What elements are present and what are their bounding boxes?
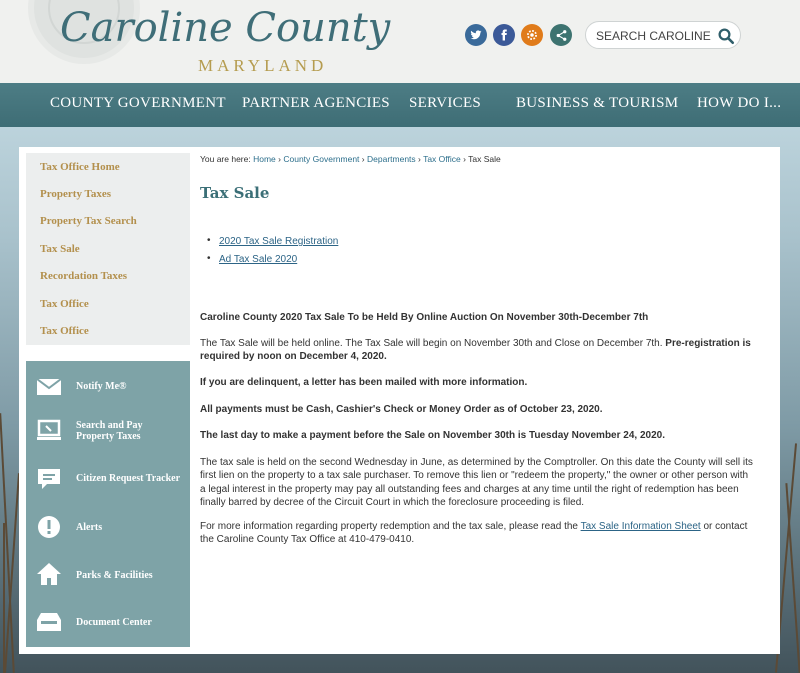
quick-link-label: Notify Me®	[76, 381, 127, 392]
alert-icon	[36, 515, 62, 539]
ad-tax-sale-link[interactable]: Ad Tax Sale 2020	[219, 254, 298, 265]
sidebar-item-tax-office[interactable]: Tax Office	[40, 298, 89, 310]
nav-business-tourism[interactable]: BUSINESS & TOURISM	[516, 95, 679, 111]
breadcrumb-departments[interactable]: Departments	[367, 154, 416, 164]
paragraph-bold-text: Pre-registration is required by noon on December 4, 2020.	[200, 338, 751, 363]
quick-link-label-line2: Property Taxes	[76, 431, 141, 442]
quick-link-label: Alerts	[76, 522, 103, 533]
site-logo[interactable]	[60, 4, 391, 75]
sidebar-menu	[26, 153, 190, 345]
tax-sale-registration-link[interactable]: 2020 Tax Sale Registration	[219, 236, 339, 247]
share-icon[interactable]	[550, 24, 572, 46]
quick-links-panel	[26, 361, 190, 647]
sidebar-item-recordation-taxes[interactable]: Recordation Taxes	[40, 270, 128, 282]
paragraph-online-sale	[200, 337, 756, 364]
tax-sale-information-sheet-link[interactable]: Tax Sale Information Sheet	[580, 521, 701, 532]
paragraph-tax-sale-info: The tax sale is held on the second Wednesday in June, as determined by the Comptroller. On this date the County will sell its first lien on the property to a tax sale purchaser. To remove this lien or "redeem the property," the owner or other person with a legal interest in the property may pay all outstanding fees and charges at any time until the right of redemption has been finally barred by decree of the Circuit Court in which the foreclosure proceeding is filed.	[200, 457, 753, 508]
search-icon[interactable]	[717, 27, 735, 45]
twitter-icon[interactable]	[465, 24, 487, 46]
site-search	[585, 21, 741, 49]
sidebar-item-tax-office-2[interactable]: Tax Office	[40, 325, 89, 337]
nav-services[interactable]: SERVICES	[409, 95, 482, 111]
logo-title: Caroline County	[60, 5, 391, 51]
breadcrumb-current: Tax Sale	[468, 154, 501, 164]
quick-link-label: Citizen Request Tracker	[76, 473, 181, 484]
paragraph-text: or contact the Caroline County Tax Office at 410-479-0410.	[200, 521, 748, 546]
quick-link-label: Parks & Facilities	[76, 570, 153, 581]
announcement-heading: Caroline County 2020 Tax Sale To be Held By Online Auction On November 30th-December 7th	[200, 312, 649, 323]
nav-how-do-i[interactable]: HOW DO I...	[697, 95, 782, 111]
settings-gear-icon[interactable]	[521, 24, 543, 46]
breadcrumb-prefix: You are here:	[200, 154, 251, 164]
breadcrumb-county-government[interactable]: County Government	[283, 154, 360, 164]
sidebar-item-tax-sale[interactable]: Tax Sale	[40, 243, 80, 255]
bullet: •	[207, 253, 211, 264]
sidebar-item-property-tax-search[interactable]: Property Tax Search	[40, 215, 137, 227]
breadcrumb-tax-office[interactable]: Tax Office	[423, 154, 461, 164]
paragraph-last-day: The last day to make a payment before the Sale on November 30th is Tuesday November 24, 2020.	[200, 430, 665, 441]
main-navigation	[0, 83, 800, 127]
paragraph-delinquent: If you are delinquent, a letter has been mailed with more information.	[200, 377, 528, 388]
paragraph-text: The Tax Sale will be held online. The Tax Sale will begin on November 30th and Close on December 7th.	[200, 338, 666, 349]
logo-subtitle: MARYLAND	[198, 56, 328, 75]
computer-pay-icon	[36, 419, 62, 443]
sidebar-item-property-taxes[interactable]: Property Taxes	[40, 188, 111, 200]
search-input[interactable]	[596, 27, 714, 44]
quick-link-label: Document Center	[76, 617, 152, 628]
chat-icon	[36, 467, 62, 491]
facebook-icon[interactable]	[493, 24, 515, 46]
paragraph-more-info	[200, 520, 756, 547]
breadcrumb: You are here: Home › County Government › Departments › Tax Office › Tax Sale	[200, 154, 501, 164]
paragraph-text: For more information regarding property redemption and the tax sale, please read the	[200, 521, 581, 532]
sidebar-item-tax-office-home[interactable]: Tax Office Home	[40, 161, 120, 173]
envelope-icon	[36, 375, 62, 399]
house-icon	[36, 562, 62, 586]
site-header	[0, 0, 800, 83]
bullet: •	[207, 235, 211, 246]
paragraph-payments: All payments must be Cash, Cashier's Check or Money Order as of October 23, 2020.	[200, 404, 603, 415]
breadcrumb-home[interactable]: Home	[253, 154, 276, 164]
document-icon	[36, 610, 62, 634]
nav-county-government[interactable]: COUNTY GOVERNMENT	[50, 95, 226, 111]
page-title: Tax Sale	[200, 184, 270, 202]
quick-link-label-line1: Search and Pay	[76, 420, 143, 431]
nav-partner-agencies[interactable]: PARTNER AGENCIES	[242, 95, 390, 111]
